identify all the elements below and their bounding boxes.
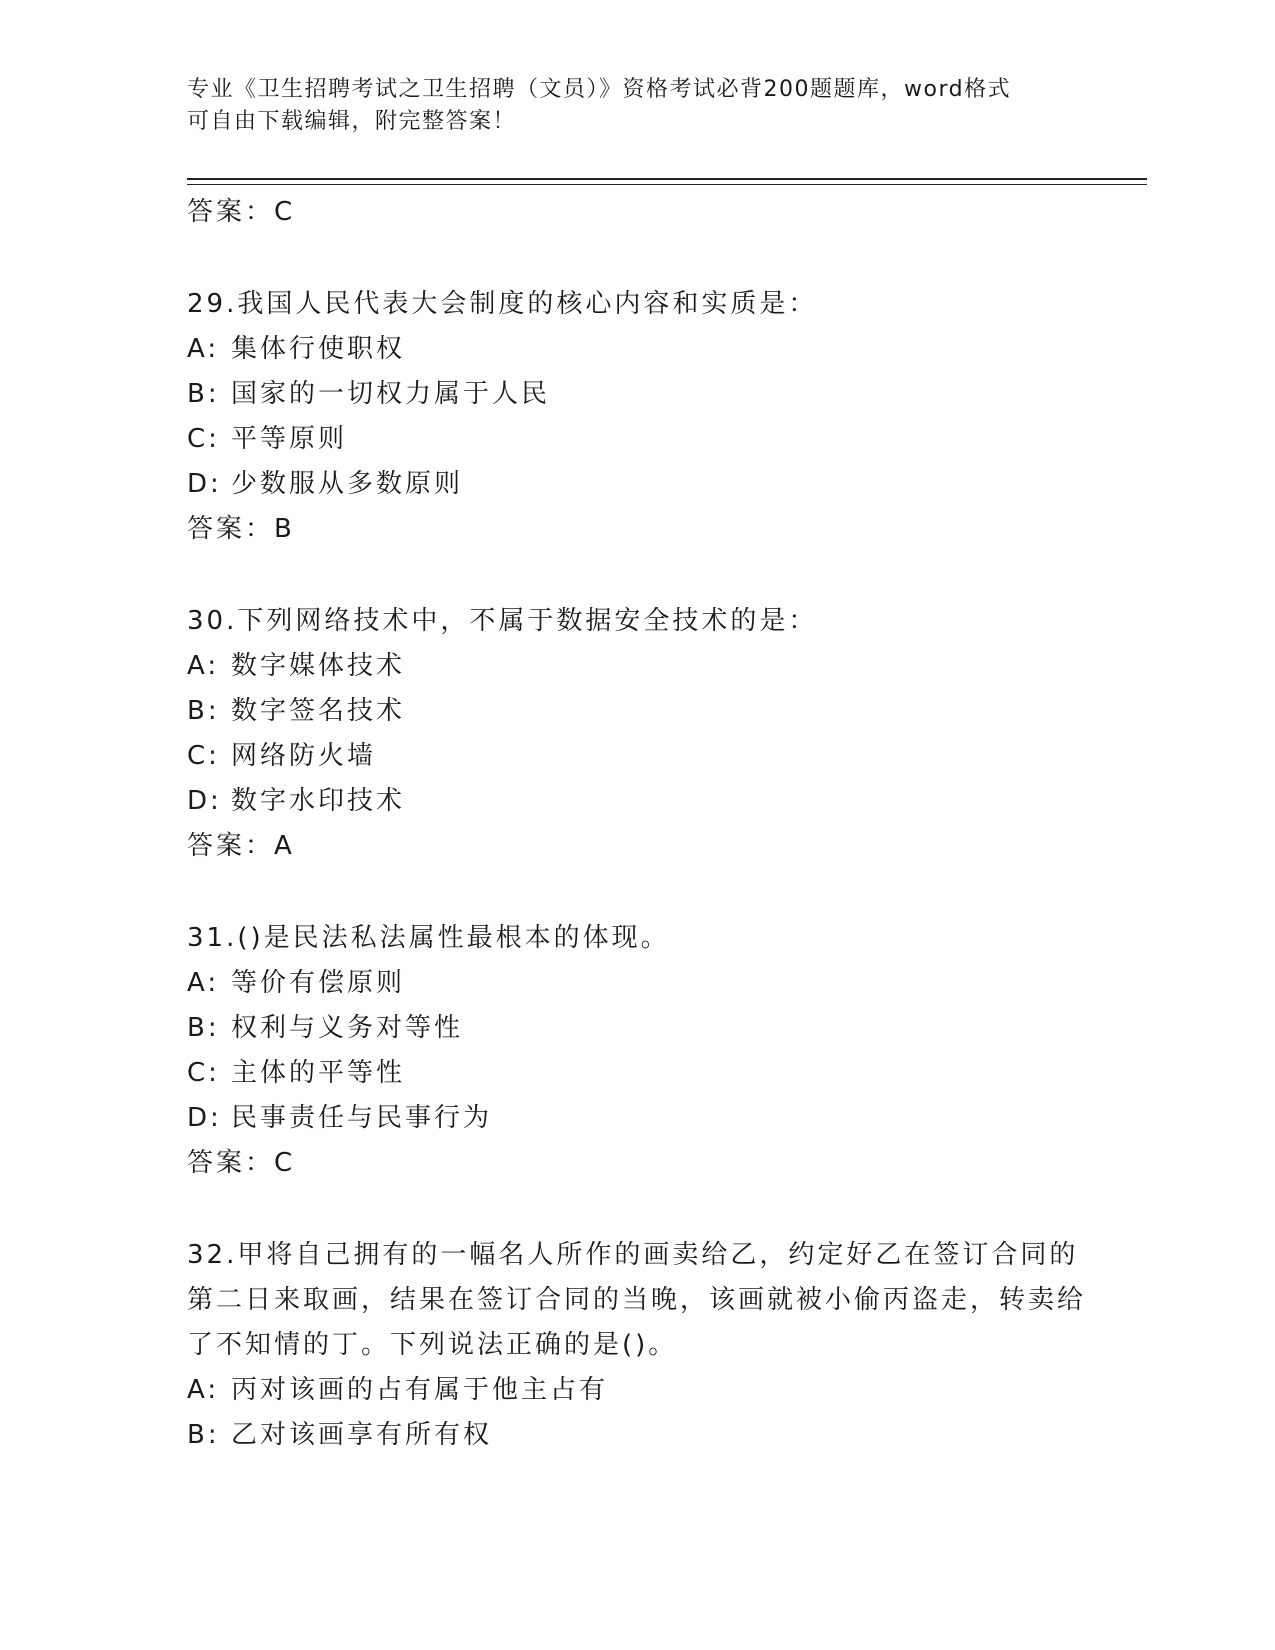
header-divider-thin	[187, 184, 1147, 185]
header-line-1: 专业《卫生招聘考试之卫生招聘（文员）》资格考试必背200题题库，word格式	[187, 77, 1012, 102]
option-text: 集体行使职权	[231, 334, 406, 364]
option-text: 数字签名技术	[231, 696, 406, 726]
spacer	[187, 551, 1087, 599]
answer-line: 答案：B	[187, 514, 295, 544]
option-text: 丙对该画的占有属于他主占有	[231, 1375, 609, 1405]
question-stem: 32.甲将自己拥有的一幅名人所作的画卖给乙，约定好乙在签订合同的第二日来取画，结果在签订合同的当晚，该画就被小偷丙盗走，转卖给了不知情的丁。下列说法正确的是()。	[187, 1240, 1087, 1360]
option-c	[187, 734, 1087, 779]
option-label: A:	[187, 651, 220, 681]
option-a	[187, 1368, 1087, 1413]
header-divider-thick	[187, 178, 1147, 180]
spacer	[187, 868, 1087, 916]
option-label: A:	[187, 334, 220, 364]
option-label: C:	[187, 424, 220, 454]
question-block	[187, 916, 1087, 1185]
option-text: 乙对该画享有所有权	[231, 1420, 493, 1450]
option-label: D:	[187, 1103, 222, 1133]
option-text: 等价有偿原则	[231, 968, 406, 998]
option-label: A:	[187, 968, 220, 998]
option-label: B:	[187, 696, 220, 726]
option-text: 权利与义务对等性	[231, 1013, 464, 1043]
option-a	[187, 644, 1087, 689]
option-d	[187, 462, 1087, 507]
option-label: A:	[187, 1375, 220, 1405]
option-c	[187, 1051, 1087, 1096]
option-text: 主体的平等性	[231, 1058, 406, 1088]
answer-line: 答案：C	[187, 1148, 296, 1178]
question-block	[187, 599, 1087, 868]
option-b	[187, 689, 1087, 734]
option-label: C:	[187, 1058, 220, 1088]
question-block	[187, 1233, 1087, 1458]
spacer	[187, 1185, 1087, 1233]
option-d	[187, 779, 1087, 824]
document-header	[187, 74, 1087, 138]
option-a	[187, 327, 1087, 372]
option-b	[187, 1006, 1087, 1051]
option-d	[187, 1096, 1087, 1141]
question-stem: 31.()是民法私法属性最根本的体现。	[187, 923, 670, 953]
option-b	[187, 372, 1087, 417]
option-label: D:	[187, 786, 222, 816]
question-stem: 30.下列网络技术中，不属于数据安全技术的是：	[187, 606, 818, 636]
option-text: 少数服从多数原则	[231, 469, 464, 499]
question-content	[187, 190, 1087, 1458]
answer-line: 答案：A	[187, 831, 295, 861]
spacer	[187, 234, 1087, 282]
question-block	[187, 282, 1087, 551]
option-label: B:	[187, 1013, 220, 1043]
option-text: 平等原则	[231, 424, 348, 454]
option-c	[187, 417, 1087, 462]
option-b	[187, 1413, 1087, 1458]
option-text: 网络防火墙	[231, 741, 377, 771]
option-label: C:	[187, 741, 220, 771]
option-text: 数字水印技术	[231, 786, 406, 816]
question-stem: 29.我国人民代表大会制度的核心内容和实质是：	[187, 289, 818, 319]
header-line-2: 可自由下载编辑，附完整答案！	[187, 109, 517, 134]
option-text: 数字媒体技术	[231, 651, 406, 681]
option-label: D:	[187, 469, 222, 499]
answer-line: 答案：C	[187, 197, 296, 227]
option-label: B:	[187, 379, 220, 409]
option-text: 国家的一切权力属于人民	[231, 379, 551, 409]
option-a	[187, 961, 1087, 1006]
option-text: 民事责任与民事行为	[231, 1103, 493, 1133]
option-label: B:	[187, 1420, 220, 1450]
